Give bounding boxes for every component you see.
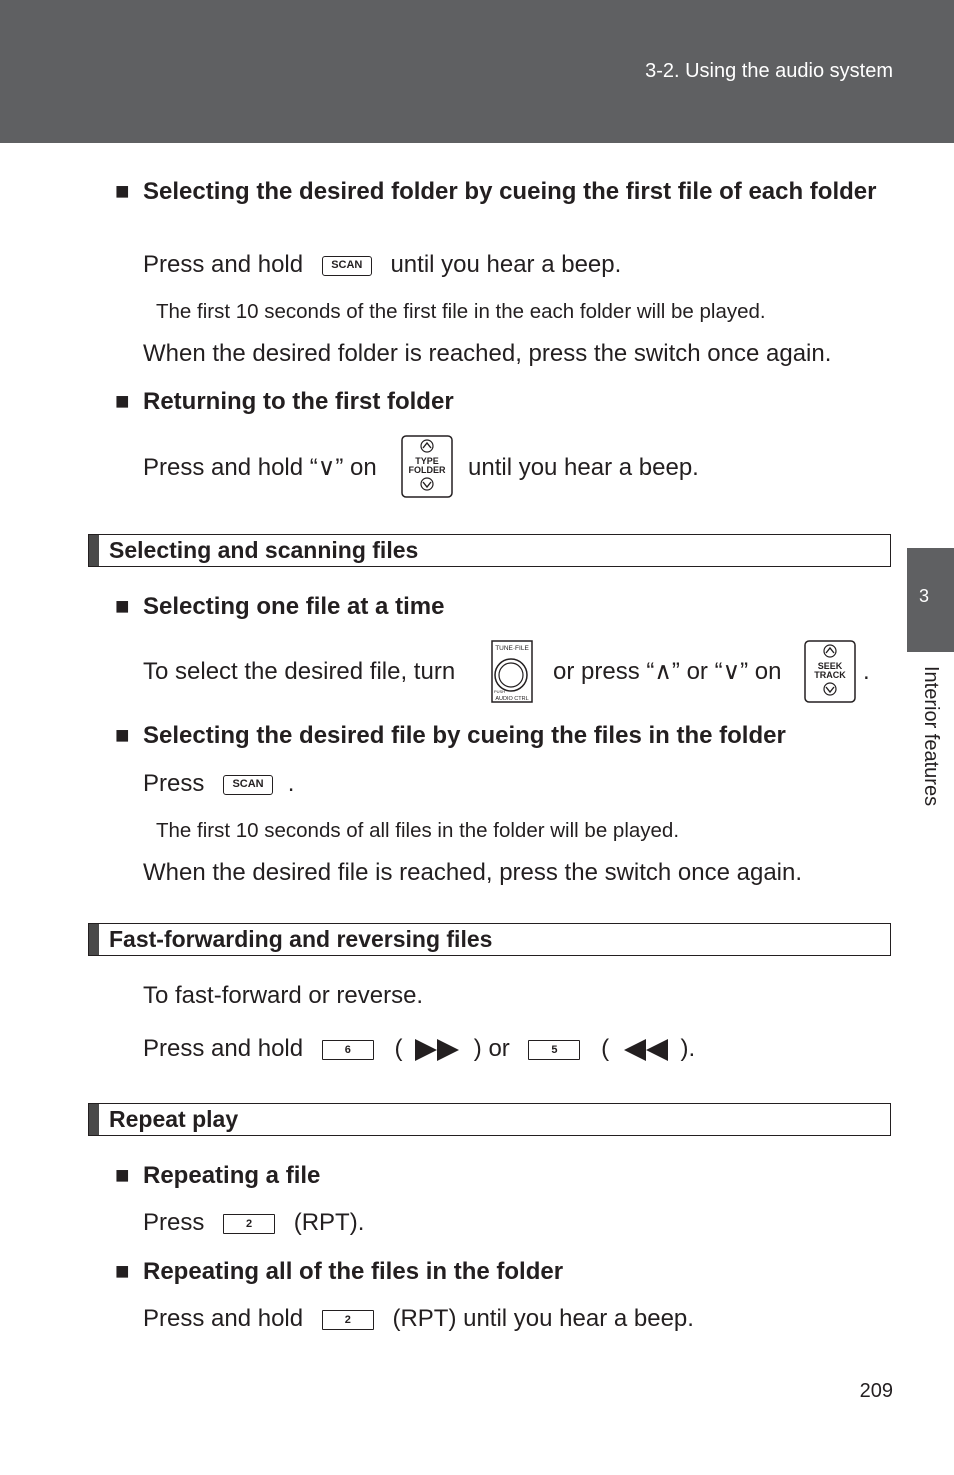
section-selecting-scanning (88, 534, 891, 567)
ff-triangle-1 (415, 1039, 437, 1061)
ff-line1: To fast-forward or reverse. (143, 982, 424, 1009)
heading-one-file (115, 590, 445, 624)
folder-cue-instruction (143, 248, 621, 282)
first-folder-line-pre: Press and hold “∨” on (143, 454, 377, 481)
page-header (0, 0, 954, 143)
ff-triangle-2 (437, 1039, 459, 1061)
rw-triangle-1 (624, 1039, 646, 1061)
section-title: Fast-forwarding and reversing files (109, 926, 493, 952)
scan-button: SCAN (322, 256, 372, 276)
paren-text: ( (601, 1035, 610, 1062)
track-label: TRACK (814, 670, 846, 680)
section-title: Repeat play (109, 1106, 239, 1132)
seek-track-button-icon (804, 640, 856, 703)
first-folder-line-post: until you hear a beep. (468, 454, 699, 481)
tune-file-knob-icon (491, 640, 533, 703)
one-file-line-pre: To select the desired file, turn (143, 658, 456, 685)
preset-5-button: 5 (528, 1040, 580, 1060)
header-title: 3-2. Using the audio system (645, 60, 893, 82)
bullet-square: ■ (115, 1162, 130, 1189)
page-number: 209 (859, 1380, 893, 1402)
preset-6-button: 6 (322, 1040, 374, 1060)
instruction-text: Press (143, 1209, 205, 1236)
paren-text: ( (394, 1035, 403, 1062)
instruction-text: Press and hold (143, 251, 304, 278)
type-folder-button-icon (401, 435, 453, 498)
section-title: Selecting and scanning files (109, 537, 419, 563)
one-file-line-end: . (863, 658, 870, 685)
folder-cue-note: The first 10 seconds of the first file in the each folder will be played. (156, 300, 766, 323)
seek-label: SEEK (817, 661, 843, 671)
bullet-square: ■ (115, 593, 130, 620)
rw-triangle-2 (646, 1039, 668, 1061)
audio-ctrl-label: AUDIO CTRL (495, 696, 529, 702)
chapter-label: Interior features (920, 666, 942, 807)
bullet-square: ■ (115, 178, 130, 205)
file-cue-instruction (143, 767, 294, 801)
file-cue-note: The first 10 seconds of all files in the folder will be played. (156, 819, 680, 842)
instruction-text: (RPT). (293, 1209, 365, 1236)
heading-one-file-text: Selecting one file at a time (143, 593, 445, 620)
type-label: TYPE (415, 456, 439, 466)
tune-file-label: TUNE·FILE (495, 645, 529, 652)
section-fast-forwarding (88, 923, 891, 956)
heading-file-cue-text: Selecting the desired file by cueing the files in the folder (143, 722, 786, 749)
instruction-text: . (287, 770, 295, 797)
instruction-text: Press and hold (143, 1035, 304, 1062)
file-cue-line2: When the desired file is reached, press the switch once again. (143, 859, 803, 886)
heading-repeat-file-text: Repeating a file (143, 1162, 321, 1189)
ff-line2 (143, 1032, 695, 1066)
repeat-folder-instruction (143, 1302, 694, 1336)
folder-label: FOLDER (408, 465, 446, 475)
bullet-square: ■ (115, 1258, 130, 1285)
heading-repeat-folder (115, 1255, 564, 1289)
instruction-text: Press and hold (143, 1305, 304, 1332)
chapter-number: 3 (918, 586, 929, 606)
close-text: ). (680, 1035, 696, 1062)
chapter-tab (907, 548, 954, 652)
heading-first-folder (115, 385, 454, 419)
one-file-line-mid: or press “∧” or “∨” on (553, 658, 782, 685)
instruction-text: until you hear a beep. (390, 251, 622, 278)
repeat-file-instruction (143, 1206, 364, 1240)
preset-2-button: 2 (223, 1214, 275, 1234)
heading-repeat-file (115, 1159, 321, 1193)
heading-repeat-folder-text: Repeating all of the files in the folder (143, 1258, 564, 1285)
fast-forward-icon (413, 1037, 463, 1063)
heading-first-folder-text: Returning to the first folder (143, 388, 454, 415)
instruction-text: Press (143, 770, 205, 797)
scan-button: SCAN (223, 775, 273, 795)
or-text: ) or (473, 1035, 510, 1062)
rewind-icon (620, 1037, 670, 1063)
heading-folder-cue-text: Selecting the desired folder by cueing the first file of each folder (143, 178, 877, 205)
push-label: PUSH (494, 689, 506, 694)
instruction-text: (RPT) until you hear a beep. (392, 1305, 694, 1332)
section-repeat-play (88, 1103, 891, 1136)
bullet-square: ■ (115, 722, 130, 749)
bullet-square: ■ (115, 388, 130, 415)
heading-folder-cue (115, 175, 886, 209)
preset-2-button: 2 (322, 1310, 374, 1330)
folder-cue-line2: When the desired folder is reached, press the switch once again. (143, 340, 832, 367)
heading-file-cue (115, 719, 786, 753)
